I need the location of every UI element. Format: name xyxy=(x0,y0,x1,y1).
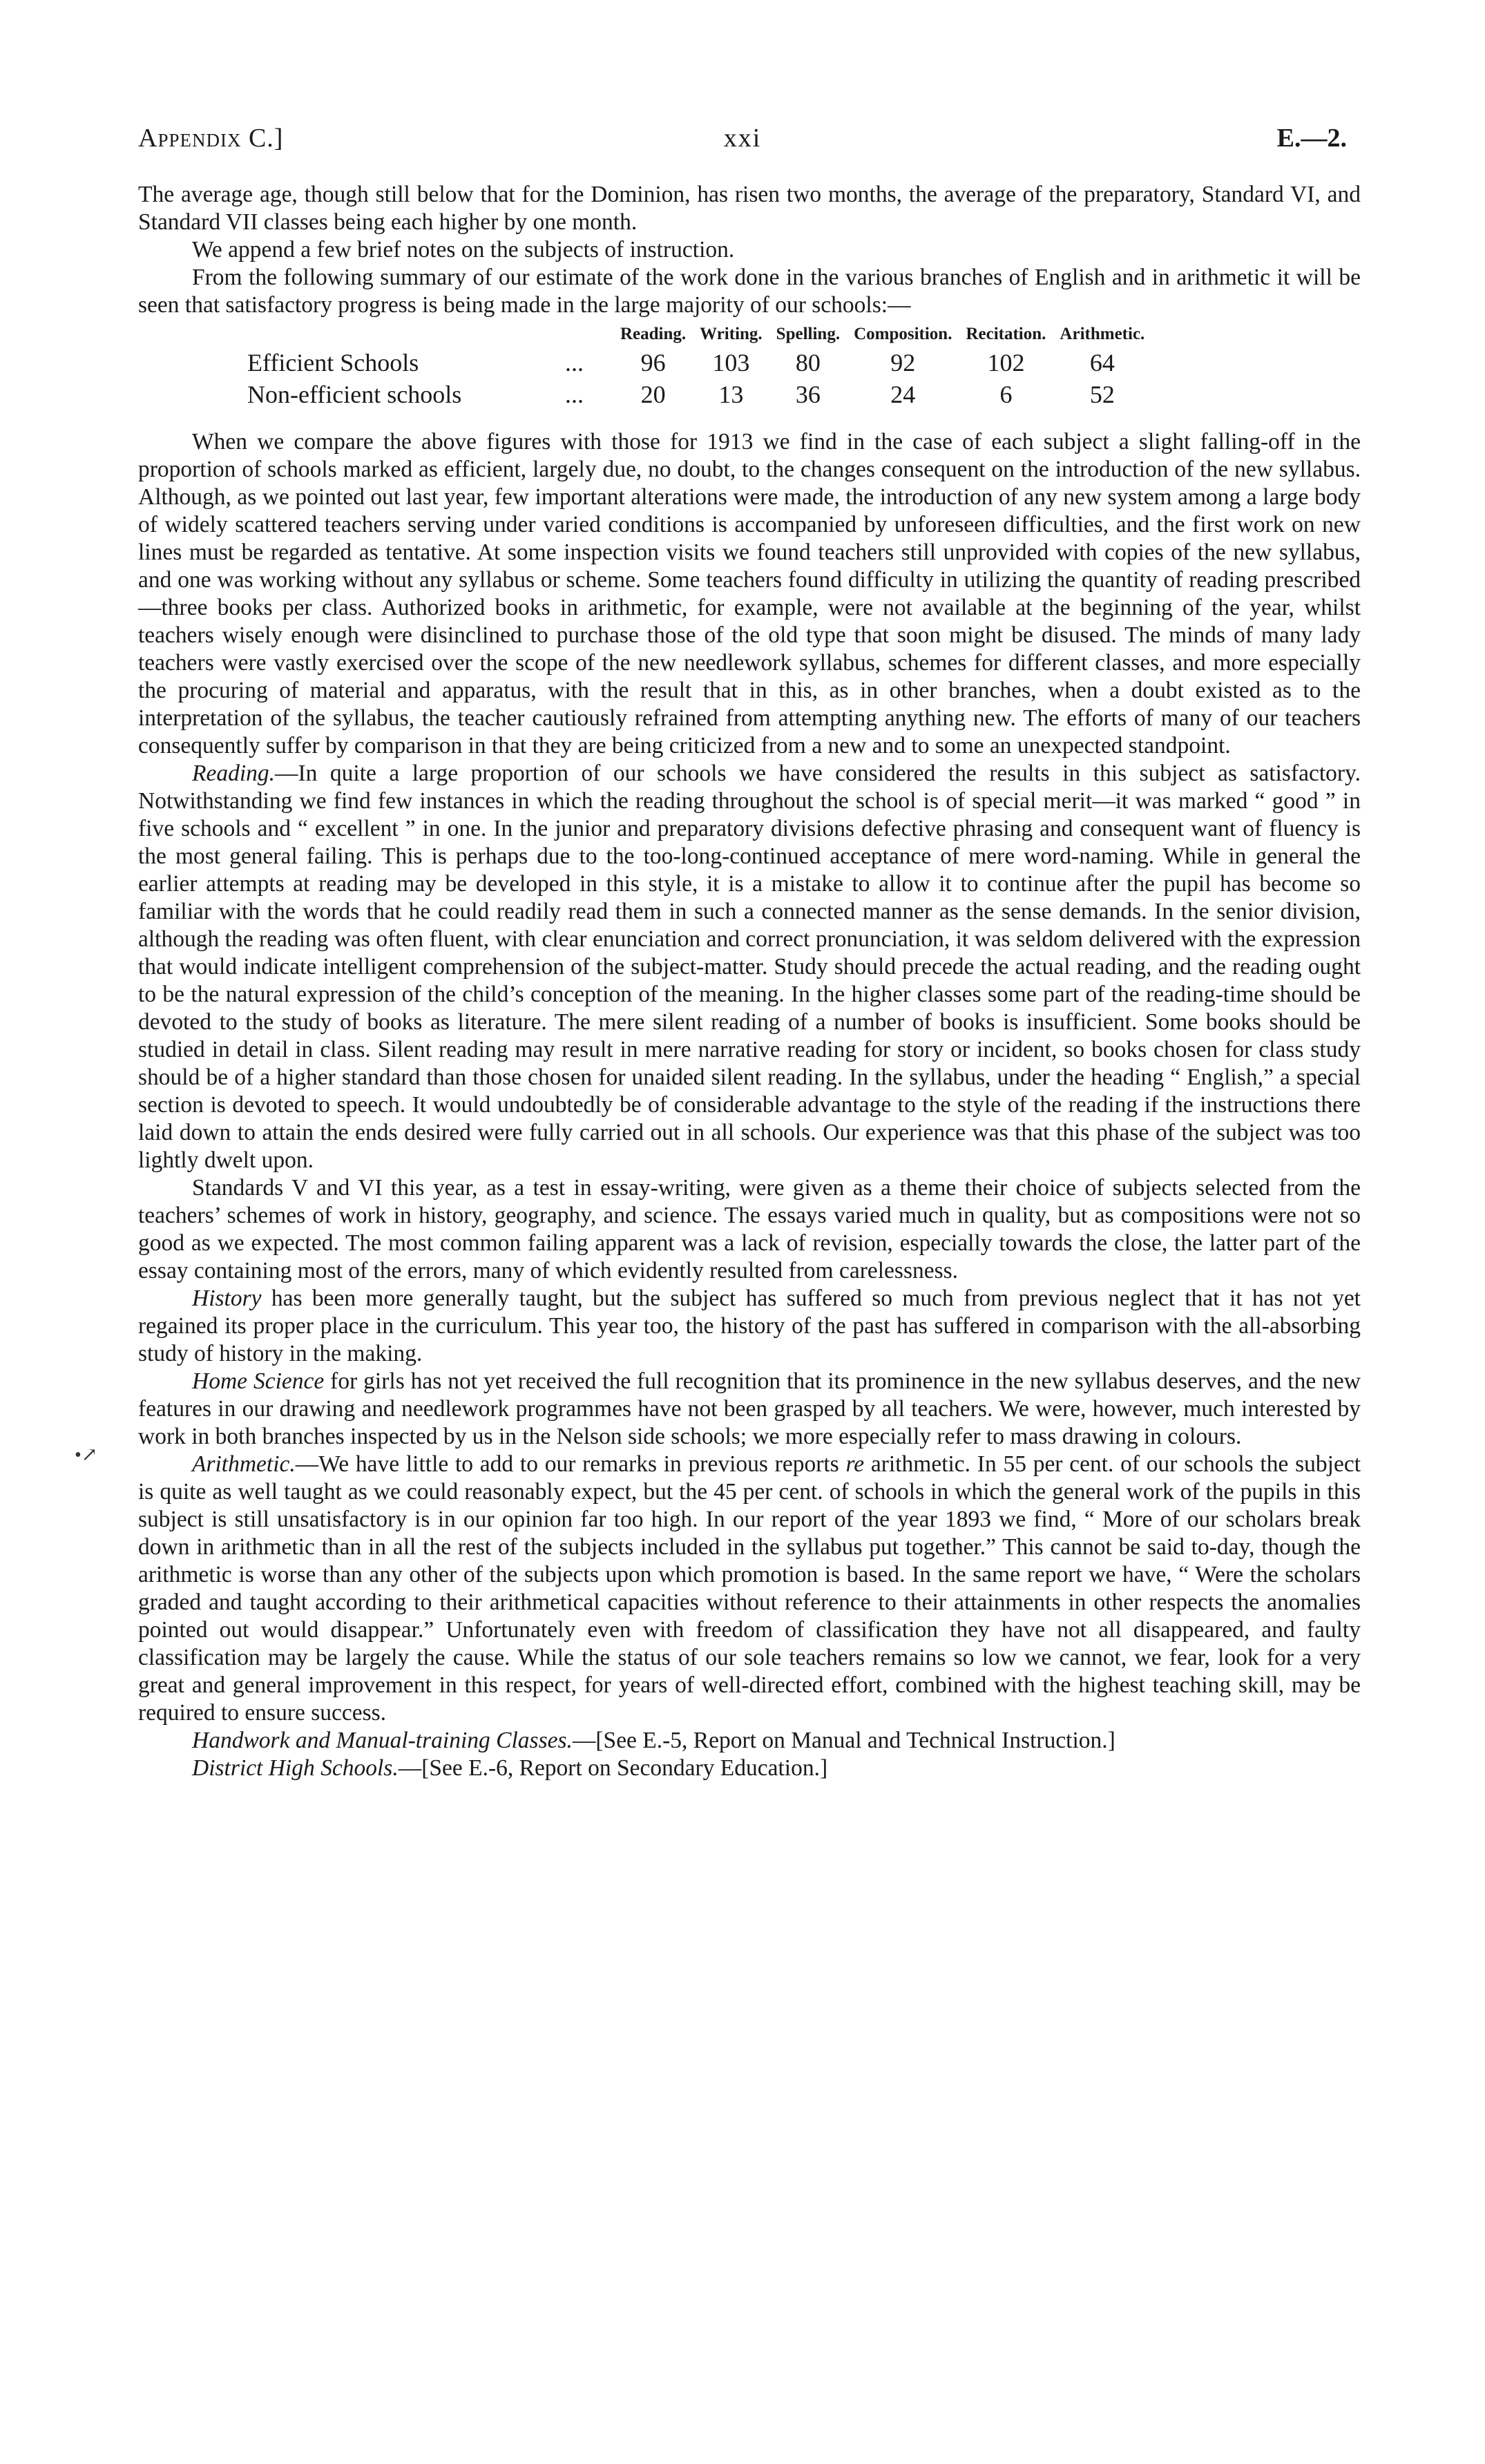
column-header: Reading. xyxy=(620,325,687,343)
row-leader-dots: ... xyxy=(565,381,584,408)
table-cell: 20 xyxy=(640,381,666,408)
paragraph-history xyxy=(138,1285,1361,1368)
margin-annotation-mark: •↗ xyxy=(75,1444,98,1466)
column-header: Recitation. xyxy=(966,325,1046,343)
header-appendix-label: Appendix C.] xyxy=(138,124,284,153)
table-cell: 92 xyxy=(890,349,916,376)
summary-table xyxy=(247,322,1151,410)
reading-heading: Reading. xyxy=(192,761,276,786)
table-cell: 103 xyxy=(712,349,750,376)
table-cell: 52 xyxy=(1089,381,1115,408)
table-cell: 6 xyxy=(999,381,1013,408)
paragraph-handwork xyxy=(138,1727,1361,1755)
paragraph-standards-essays: Standards V and VI this year, as a test in essay-writing, were given as a theme their choice of subjects selected from the teachers’ schemes of work in history, geography, and science. The essays varied much in quality, but as compositions were not so good as we expected. The most common failing apparent was a lack of revision, especially towards the close, the latter part of the essay containing most of the errors, many of which evidently resulted from carelessness. xyxy=(138,1175,1361,1283)
home-science-text: for girls has not yet received the full recognition that its prominence in the new syllabus deserves, and the new features in our drawing and needlework programmes have not been grasped by all teachers. We were, however, much interested by work in both branches inspected by us in the Nelson side schools; we more especially refer to mass drawing in colours. xyxy=(138,1368,1361,1449)
district-high-schools-heading: District High Schools. xyxy=(192,1755,399,1781)
paragraph-arithmetic xyxy=(138,1451,1361,1727)
paragraph-average-age: The average age, though still below that for the Dominion, has risen two months, the average of the preparatory, Standard VI, and Standard VII classes being each higher by one month. xyxy=(138,182,1361,235)
table-cell: 102 xyxy=(987,349,1025,376)
history-text: has been more generally taught, but the subject has suffered so much from previous neglect that it has not yet regained its proper place in the curriculum. This year too, the history of the past has suffered in comparison with the all-absorbing study of history in the making. xyxy=(138,1286,1361,1366)
paragraph-district-high-schools xyxy=(138,1755,1361,1782)
handwork-text: —[See E.-5, Report on Manual and Technical Instruction.] xyxy=(572,1728,1115,1753)
handwork-heading: Handwork and Manual-training Classes. xyxy=(192,1728,573,1753)
table-cell: 96 xyxy=(640,349,666,376)
row-label: Efficient Schools xyxy=(247,349,419,376)
reading-text: —In quite a large proportion of our schools we have considered the results in this subject as satisfactory. Notwithstanding we find few instances in which the reading throughout the school is of special merit—it was marked “ good ” in five schools and “ excellent ” in one. In the junior and preparatory divisions defective phrasing and consequent want of fluency is the most general failing. This is perhaps due to the too-long-continued acceptance of mere word-naming. While in general the earlier attempts at reading may be developed in this style, it is a mistake to allow it to continue after the pupil has become so familiar with the words that he could readily read them in such a connected manner as the sense demands. In the senior division, although the reading was often fluent, with clear enunciation and correct pronunciation, it was seldom delivered with the expression that would indicate intelligent comprehension of the subject-matter. Study should precede the actual reading, and the reading ought to be the natural expression of the child’s conception of the meaning. In the higher classes some part of the reading-time should be devoted to the study of books as literature. The mere silent reading of a number of books is insufficient. Some books should be studied in detail in class. Silent reading may result in mere narrative reading for story or incident, so books chosen for class study should be of a higher standard than those chosen for unaided silent reading. In the syllabus, under the heading “ English,” a special section is devoted to speech. It would undoubtedly be of considerable advantage to the style of the reading if the instructions there laid down to attain the ends desired were fully carried out in all schools. Our experience was that this phase of the subject was too lightly dwelt upon. xyxy=(138,761,1361,1173)
arithmetic-re-italic: re xyxy=(845,1451,865,1477)
table-cell: 80 xyxy=(795,349,821,376)
district-high-schools-text: —[See E.-6, Report on Secondary Education.] xyxy=(398,1755,828,1781)
table-row xyxy=(247,347,1151,379)
home-science-heading: Home Science xyxy=(192,1368,325,1394)
body-text xyxy=(138,181,1361,1782)
paragraph-comparison-1913: When we compare the above figures with those for 1913 we find in the case of each subject a slight falling-off in the proportion of schools marked as efficient, largely due, no doubt, to the changes consequent on the introduction of the new syllabus. Although, as we pointed out last year, few important alterations were made, the introduction of any new system among a large body of widely scattered teachers serving under varied conditions is accompanied by unforeseen difficulties, and the first work on new lines must be regarded as tentative. At some inspection visits we found teachers still unprovided with copies of the new syllabus, and one was working without any syllabus or scheme. Some teachers found difficulty in utilizing the quantity of reading prescribed—three books per class. Authorized books in arithmetic, for example, were not available at the beginning of the year, whilst teachers wisely enough were disinclined to purchase those of the old type that soon might be disused. The minds of many lady teachers were vastly exercised over the scope of the new needlework syllabus, schemes for different classes, and more especially the procuring of material and apparatus, with the result that in this, as in other branches, when a doubt existed as to the interpretation of the syllabus, the teacher cautiously refrained from attempting anything new. The efforts of many of our teachers consequently suffer by comparison in that they are being criticized from a new and to some an unexpected standpoint. xyxy=(138,429,1361,758)
arithmetic-text-part-1: —We have little to add to our remarks in previous reports xyxy=(295,1451,846,1477)
table-row xyxy=(247,379,1151,410)
table-cell: 36 xyxy=(795,381,821,408)
table-cell: 64 xyxy=(1089,349,1115,376)
table-cell: 13 xyxy=(718,381,744,408)
table-cell: 24 xyxy=(890,381,916,408)
header-spacer xyxy=(247,322,565,347)
row-label: Non-efficient schools xyxy=(247,381,462,408)
arithmetic-text-part-2: arithmetic. In 55 per cent. of our schools the subject is quite as well taught as we could reasonably expect, but the 45 per cent. of schools in which the general work of the pupils in this subject is still unsatisfactory is in our opinion far too high. In our report of the year 1893 we find, “ More of our scholars break down in arithmetic than in all the rest of the subjects included in the syllabus put together.” This cannot be said to-day, though the arithmetic is worse than any other of the subjects upon which promotion is based. In the same report we have, “ Were the scholars graded and taught according to their arithmetical capacities without reference to their attainments in other respects the anomalies pointed out would disappear.” Unfortunately even with freedom of classification they have not all disappeared, and faulty classification may be largely the cause. While the status of our sole teachers remains so low we cannot, we fear, look for a very great and general improvement in this respect, for years of well-directed effort, combined with the highest teaching skill, may be required to ensure success. xyxy=(138,1451,1361,1726)
arithmetic-heading: Arithmetic. xyxy=(192,1451,296,1477)
page-header xyxy=(138,123,1347,157)
paragraph-home-science xyxy=(138,1368,1361,1451)
paragraph-summary-intro: From the following summary of our estimate of the work done in the various branches of English and in arithmetic it will be seen that satisfactory progress is being made in the large majority of our schools:— xyxy=(138,265,1361,318)
history-heading: History xyxy=(192,1286,262,1311)
column-header: Spelling. xyxy=(776,325,841,343)
paragraph-reading xyxy=(138,760,1361,1174)
header-spacer-dots xyxy=(565,322,613,347)
header-page-number: xxi xyxy=(723,124,762,153)
column-header: Arithmetic. xyxy=(1060,325,1145,343)
summary-table-wrapper xyxy=(138,322,1361,410)
column-header: Composition. xyxy=(854,325,952,343)
paragraph-brief-notes: We append a few brief notes on the subjects of instruction. xyxy=(192,237,735,262)
row-leader-dots: ... xyxy=(565,349,584,376)
column-header: Writing. xyxy=(700,325,763,343)
header-document-code: E.—2. xyxy=(1276,124,1347,153)
summary-table-header-row xyxy=(247,322,1151,347)
